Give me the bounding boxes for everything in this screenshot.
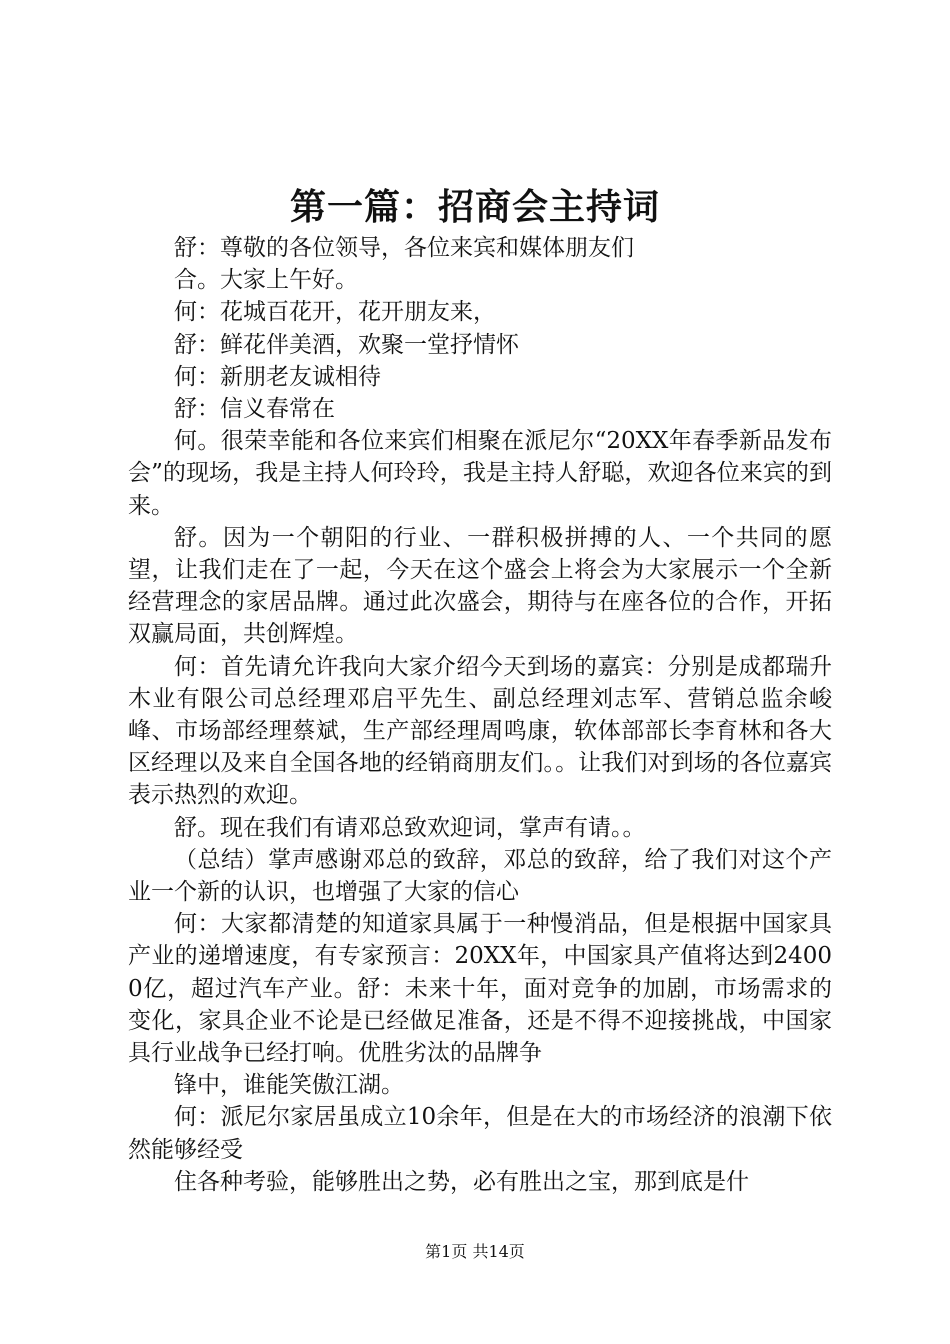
paragraph: 何。很荣幸能和各位来宾们相聚在派尼尔“20XX年春季新品发布会”的现场，我是主持人何玲玲，我是主持人舒聪，欢迎各位来宾的到来。 bbox=[128, 428, 832, 519]
paragraph: 舒。现在我们有请邓总致欢迎词，掌声有请。。 bbox=[174, 814, 646, 841]
paragraph: 住各种考验，能够胜出之势，必有胜出之宝，那到底是什 bbox=[174, 1168, 749, 1195]
paragraph: 何：新朋老友诚相待 bbox=[174, 363, 381, 390]
paragraph: 何：派尼尔家居虽成立10余年，但是在大的市场经济的浪潮下依然能够经受 bbox=[128, 1104, 832, 1163]
paragraph: 合。大家上午好。 bbox=[174, 267, 358, 294]
paragraph: 何：大家都清楚的知道家具属于一种慢消品，但是根据中国家具产业的递增速度，有专家预言：20XX年，中国家具产值将达到24000亿，超过汽车产业。舒：未来十年，面对竞争的加剧，市场需求的变化，家具企业不论是已经做足准备，还是不得不迎接挑战，中国家具行业战争已经打响。优胜劣汰的品牌争 bbox=[128, 911, 832, 1067]
paragraph: 何：花城百花开，花开朋友来， bbox=[174, 299, 496, 326]
page-footer: 第1页 共14页 bbox=[425, 1242, 525, 1261]
paragraph: 舒。因为一个朝阳的行业、一群积极拼搏的人、一个共同的愿望，让我们走在了一起，今天在这个盛会上将会为大家展示一个全新经营理念的家居品牌。通过此次盛会，期待与在座各位的合作，开拓双赢局面，共创辉煌。 bbox=[128, 524, 832, 648]
paragraph: 舒：信义春常在 bbox=[174, 396, 335, 423]
document-title: 第一篇：招商会主持词 bbox=[289, 187, 660, 228]
paragraph: （总结）掌声感谢邓总的致辞，邓总的致辞，给了我们对这个产业一个新的认识，也增强了大家的信心 bbox=[128, 846, 832, 906]
paragraph: 何：首先请允许我向大家介绍今天到场的嘉宾：分别是成都瑞升木业有限公司总经理邓启平先生、副总经理刘志军、营销总监余峻峰、市场部经理蔡斌，生产部经理周鸣康，软体部部长李育林和各大区经理以及来自全国各地的经销商朋友们。。让我们对到场的各位嘉宾表示热烈的欢迎。 bbox=[128, 653, 832, 809]
document-body bbox=[128, 232, 832, 1198]
paragraph: 锋中，谁能笑傲江湖。 bbox=[174, 1072, 404, 1099]
paragraph: 舒：鲜花伴美酒，欢聚一堂抒情怀 bbox=[174, 331, 519, 358]
paragraph: 舒：尊敬的各位领导，各位来宾和媒体朋友们 bbox=[174, 235, 634, 261]
